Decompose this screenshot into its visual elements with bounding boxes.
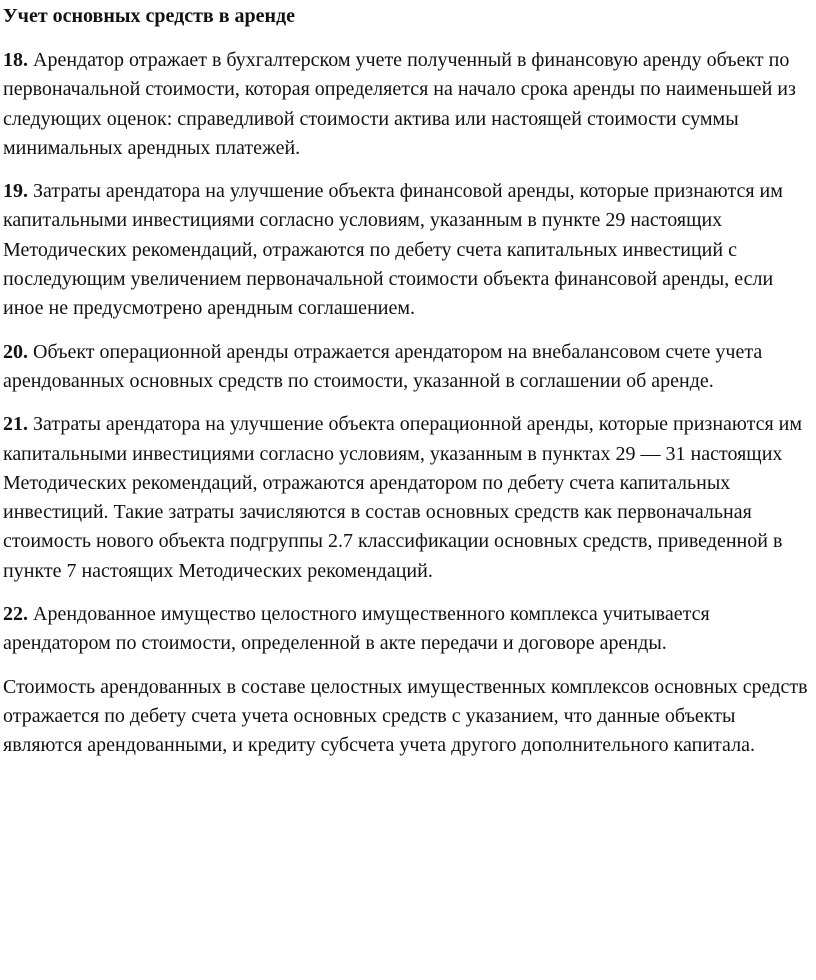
paragraph-text: Арендованное имущество целостного имущественного комплекса учитывается арендатором по стоимости, определенной в акте передачи и договоре аренды.	[3, 603, 710, 655]
paragraph-text: Объект операционной аренды отражается арендатором на внебалансовом счете учета арендованных основных средств по стоимости, указанной в соглашении об аренде.	[3, 340, 763, 392]
paragraph-number: 22.	[3, 603, 28, 626]
paragraph-22-continuation	[3, 673, 808, 761]
paragraph-text: Арендатор отражает в бухгалтерском учете полученный в финансовую аренду объект по первоначальной стоимости, которая определяется на начало срока аренды по наименьшей из следующих оценок: справедливой стоимости актива или настоящей стоимости суммы минимальных арендных платежей.	[3, 49, 796, 159]
paragraph-22	[3, 600, 808, 659]
paragraph-number: 21.	[3, 413, 28, 436]
paragraph-text: Стоимость арендованных в составе целостных имущественных комплексов основных средств отражается по дебету счета учета основных средств с указанием, что данные объекты являются арендованными, и кредиту субсчета учета другого дополнительного капитала.	[3, 675, 808, 757]
paragraph-number: 19.	[3, 180, 28, 203]
document-title: Учет основных средств в аренде	[3, 5, 296, 27]
paragraph-number: 20.	[3, 340, 28, 363]
paragraph-text: Затраты арендатора на улучшение объекта финансовой аренды, которые признаются им капитальными инвестициями согласно условиям, указанным в пункте 29 настоящих Методических рекомендаций, отражаются по дебету счета капитальных инвестиций с последующим увеличением первоначальной стоимости объекта финансовой аренды, если иное не предусмотрено арендным соглашением.	[3, 180, 783, 320]
paragraph-21	[3, 410, 808, 586]
paragraph-19	[3, 177, 808, 323]
paragraph-20	[3, 338, 808, 397]
paragraph-text: Затраты арендатора на улучшение объекта операционной аренды, которые признаются им капитальными инвестициями согласно условиям, указанным в пунктах 29 — 31 настоящих Методических рекомендаций, отражаются арендатором по дебету счета капитальных инвестиций. Такие затраты зачисляются в состав основных средств как первоначальная стоимость нового объекта подгруппы 2.7 классификации основных средств, приведенной в пункте 7 настоящих Методических рекомендаций.	[3, 413, 803, 582]
paragraph-18	[3, 46, 808, 163]
paragraph-number: 18.	[3, 49, 28, 71]
